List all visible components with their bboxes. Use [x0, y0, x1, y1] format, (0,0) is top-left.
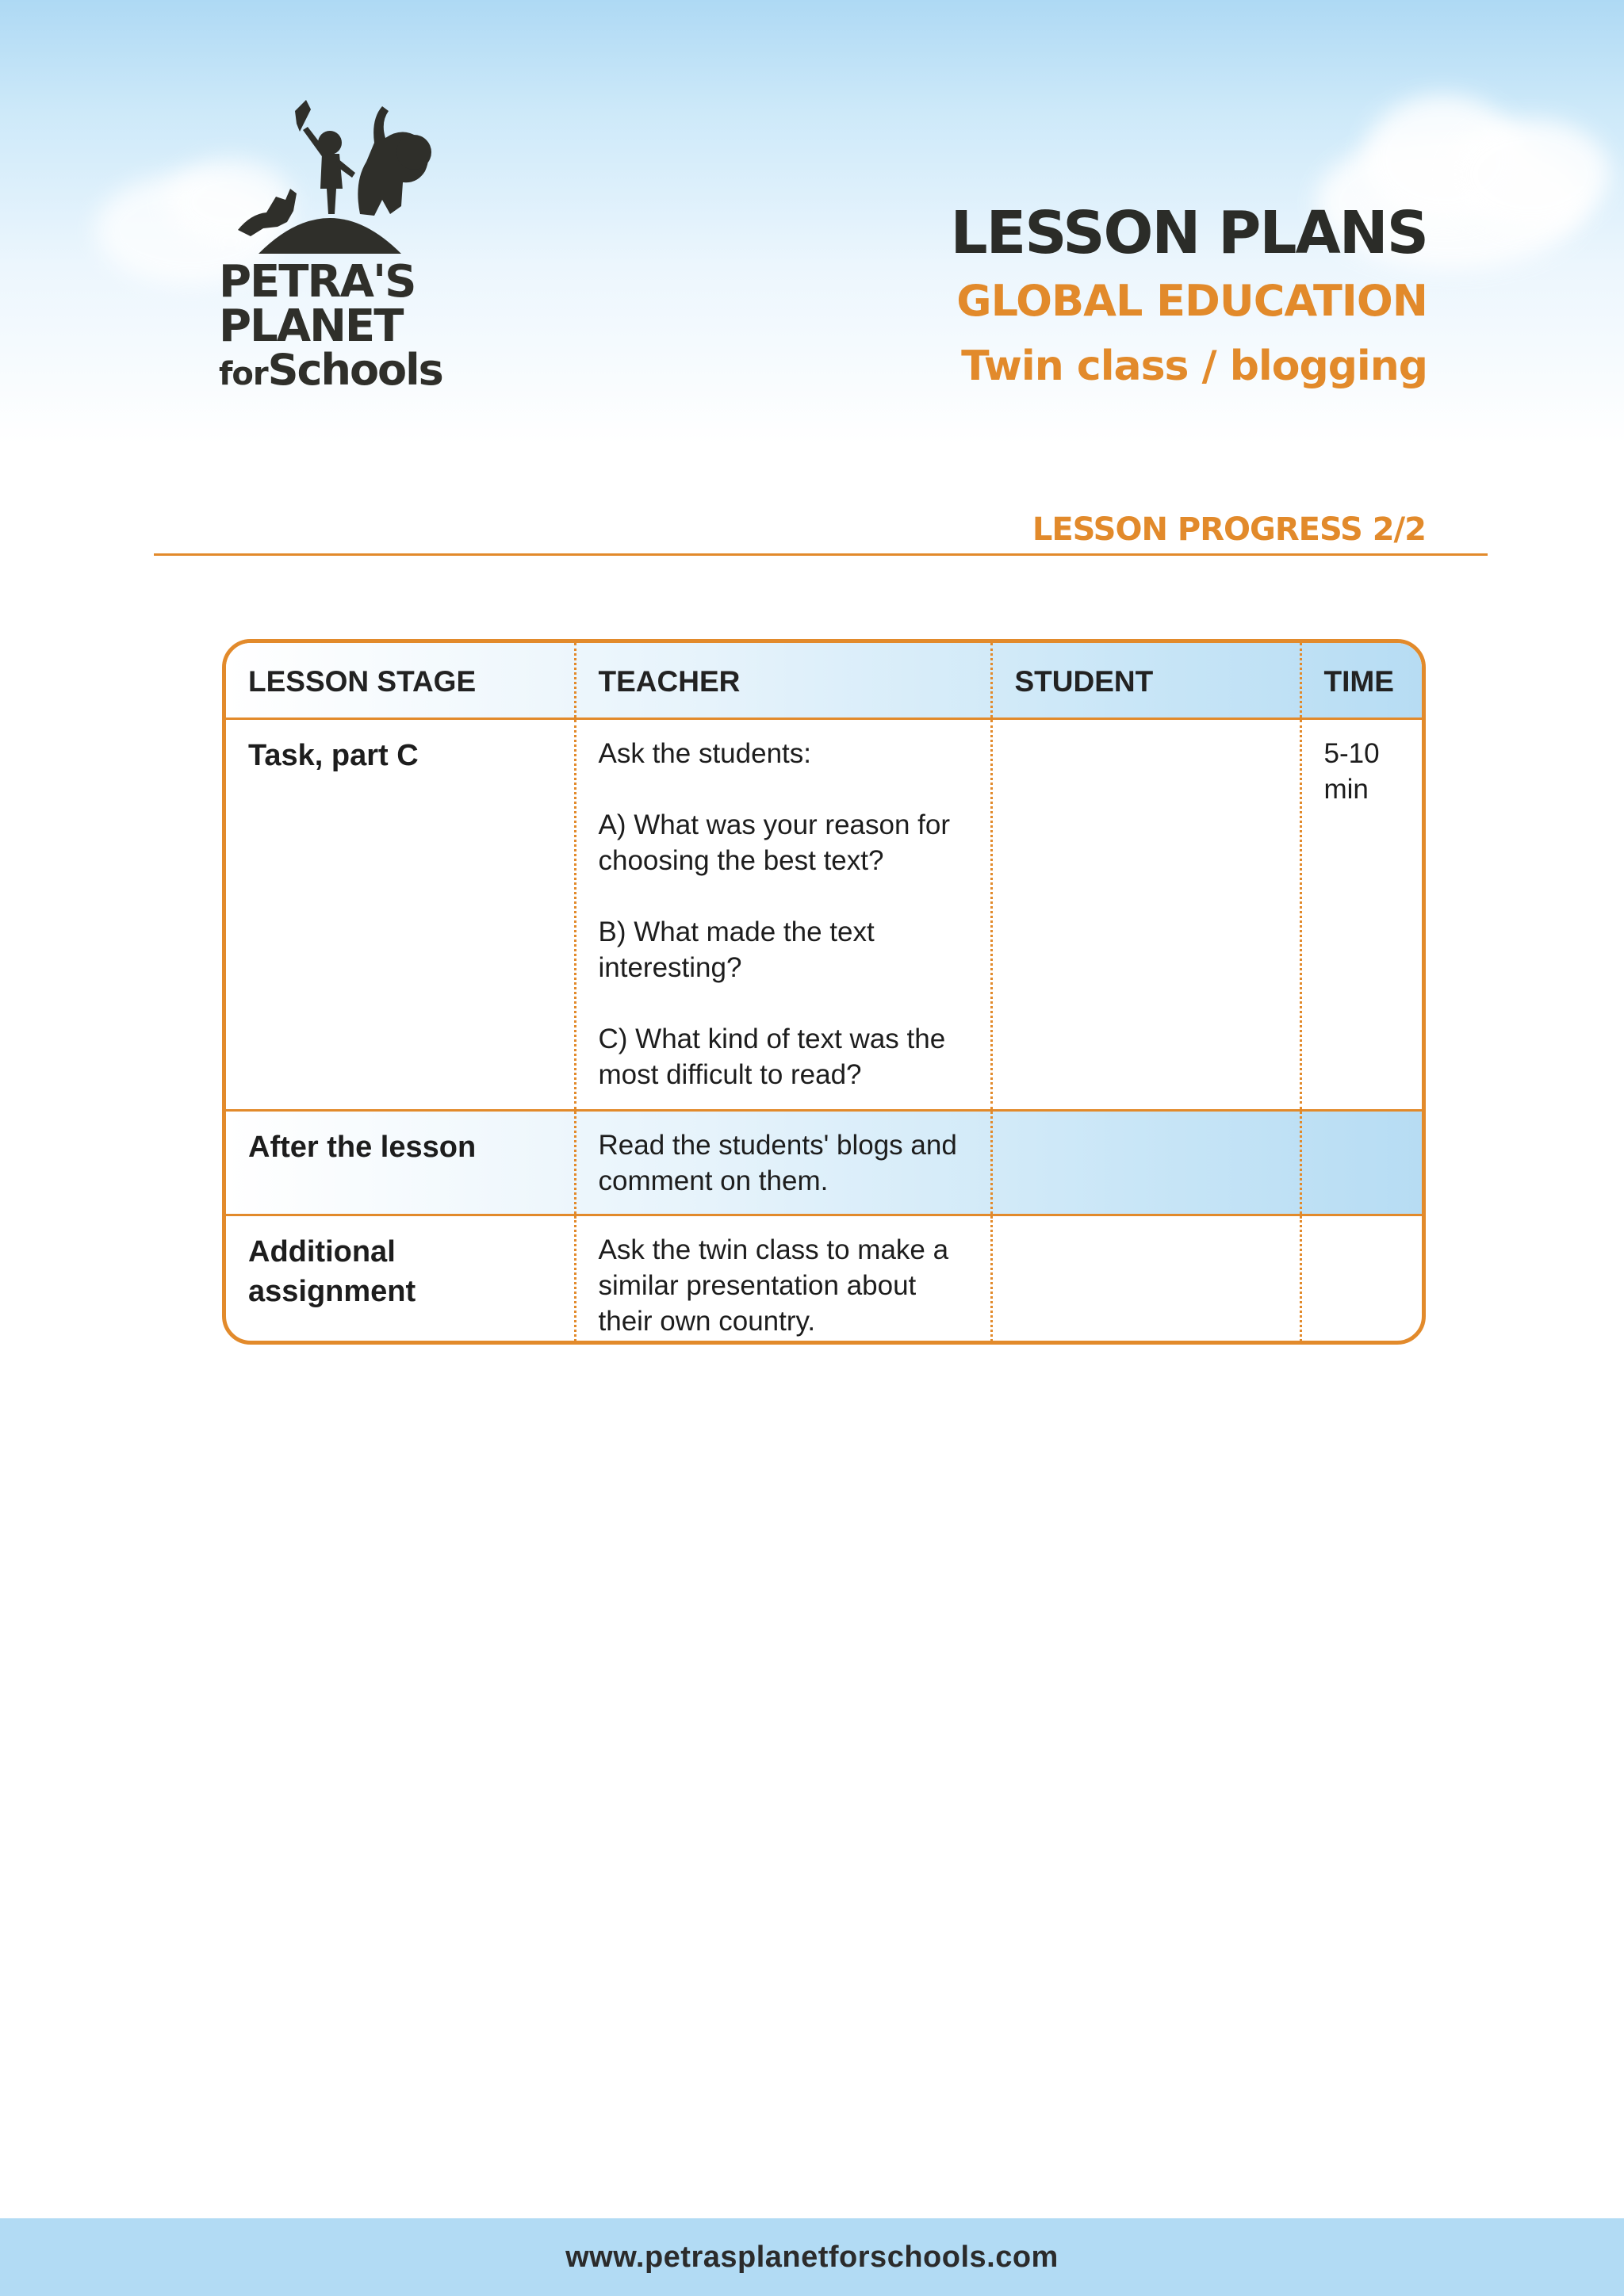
teacher-text: B) What made the text interesting? — [598, 916, 875, 983]
teacher-cell — [575, 719, 991, 1111]
time-cell — [1300, 1111, 1426, 1215]
table-header-row — [226, 643, 1426, 719]
header-teacher: TEACHER — [575, 643, 991, 719]
logo-schools: Schools — [267, 345, 442, 395]
stage-cell: Additional assignment — [248, 1235, 416, 1308]
teacher-text: A) What was your reason for choosing the best text? — [598, 809, 950, 876]
page-title: LESSON PLANS — [950, 199, 1427, 267]
time-cell: 5-10 min — [1300, 719, 1426, 1111]
table-row — [226, 1215, 1426, 1345]
logo-line-petras: PETRA'S — [219, 256, 416, 308]
footer-url[interactable]: www.petrasplanetforschools.com — [0, 2218, 1624, 2296]
time-cell — [1300, 1215, 1426, 1345]
teacher-text: Ask the twin class to make a similar presentation about their own country. — [598, 1234, 949, 1337]
cloud-decoration — [1451, 119, 1610, 230]
logo-line-schools — [219, 345, 442, 395]
student-cell — [991, 1215, 1300, 1345]
stage-cell: After the lesson — [226, 1111, 575, 1215]
teacher-cell — [575, 1111, 991, 1215]
table-row — [226, 1111, 1426, 1215]
logo-wordmark — [219, 256, 442, 395]
lesson-progress-label: LESSON PROGRESS 2/2 — [1032, 511, 1426, 548]
page-topic: Twin class / blogging — [961, 342, 1427, 390]
stage-cell: Task, part C — [226, 719, 575, 1111]
header-time: TIME — [1300, 643, 1426, 719]
teacher-cell — [575, 1215, 991, 1345]
header-student: STUDENT — [991, 643, 1300, 719]
teacher-text: Ask the students: — [598, 738, 811, 769]
logo-for: for — [219, 356, 268, 392]
page-subtitle: GLOBAL EDUCATION — [956, 276, 1427, 326]
teacher-text: Read the students' blogs and comment on them. — [598, 1130, 957, 1196]
teacher-text: C) What kind of text was the most difficult to read? — [598, 1024, 946, 1090]
table-row — [226, 719, 1426, 1111]
divider-line — [154, 553, 1488, 556]
petras-planet-logo — [219, 95, 449, 396]
student-cell — [991, 719, 1300, 1111]
lesson-table — [222, 639, 1426, 1345]
characters-silhouette-icon — [227, 95, 441, 254]
student-cell — [991, 1111, 1300, 1215]
header-lesson-stage: LESSON STAGE — [226, 643, 575, 719]
heading-block — [951, 200, 1427, 396]
logo-line-planet: PLANET — [219, 300, 403, 352]
